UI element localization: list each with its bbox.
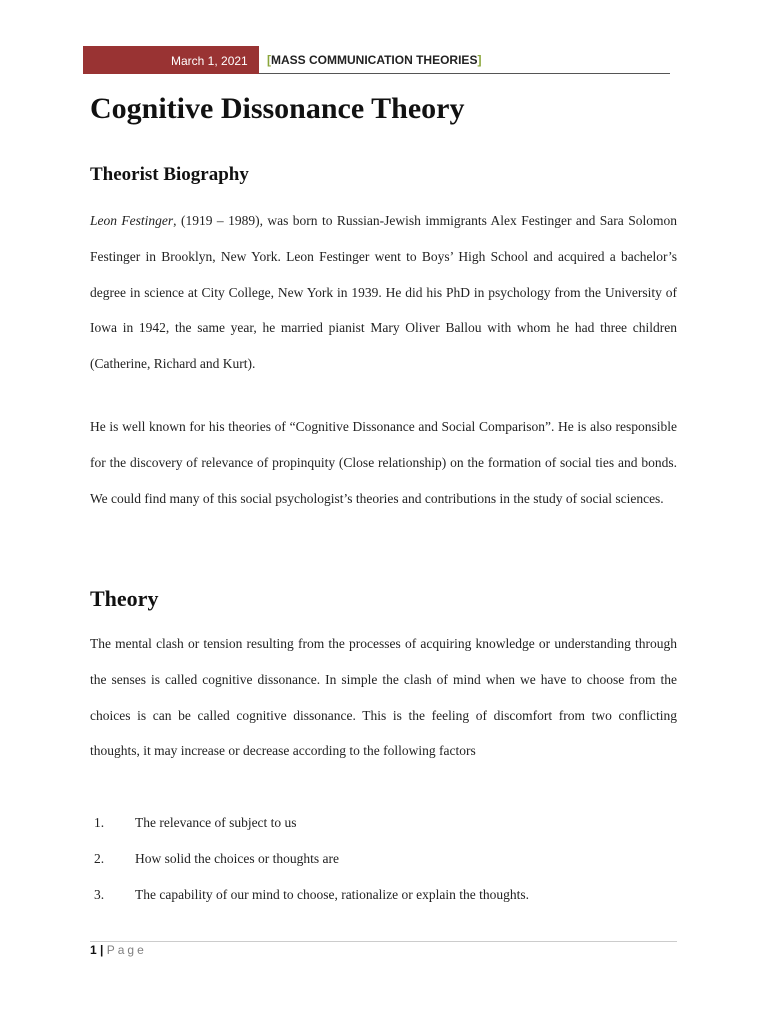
page-number: 1: [90, 943, 97, 957]
list-item-number: 3.: [94, 886, 105, 902]
page-label: Page: [106, 943, 147, 957]
list-item-text: The capability of our mind to choose, rationalize or explain the thoughts.: [135, 886, 530, 902]
footer-separator: |: [100, 943, 104, 957]
list-item-text: The relevance of subject to us: [135, 815, 297, 830]
header-bracket-open: [: [267, 53, 271, 67]
header-title: [267, 53, 481, 67]
header-rule: [259, 73, 670, 74]
footer-rule: [90, 941, 677, 942]
header-title-text: MASS COMMUNICATION THEORIES: [271, 53, 478, 67]
page-footer: [90, 943, 147, 957]
list-item: [90, 805, 677, 841]
factors-list: [90, 805, 677, 912]
bio-paragraph-1: [90, 203, 677, 382]
list-item-number: 1.: [94, 815, 105, 830]
bio-heading: Theorist Biography: [90, 164, 249, 185]
document-title: Cognitive Dissonance Theory: [90, 92, 465, 125]
list-item: [90, 877, 677, 913]
bio-paragraph-1-text: , (1919 – 1989), was born to Russian-Jewish immigrants Alex Festinger and Sara Solomon Festinger in Brooklyn, New York. Leon Festinger went to Boys’ High School and acquired a bachelor’s degree in science at City College, New York in 1939. He did his PhD in psychology from the University of Iowa in 1942, the same year, he married pianist Mary Oliver Ballou with whom he had three children (Catherine, Richard and Kurt).: [90, 213, 677, 371]
list-item: [90, 841, 677, 877]
header-date: March 1, 2021: [171, 54, 248, 68]
theory-paragraph: The mental clash or tension resulting from the processes of acquiring knowledge or understanding through the senses is called cognitive dissonance. In simple the clash of mind when we have to choose from the choices is can be called cognitive dissonance. This is the feeling of discomfort from two conflicting thoughts, it may increase or decrease according to the following factors: [90, 636, 677, 759]
bio-paragraph-2: He is well known for his theories of “Cognitive Dissonance and Social Comparison”. He is also responsible for the discovery of relevance of propinquity (Close relationship) on the formation of social ties and bonds. We could find many of this social psychologist’s theories and contributions in the study of social sciences.: [90, 419, 677, 506]
bio-name: Leon Festinger: [90, 213, 174, 228]
header-bracket-close: ]: [477, 53, 482, 67]
list-item-text: How solid the choices or thoughts are: [135, 850, 339, 866]
theory-heading: Theory: [90, 586, 159, 611]
list-item-number: 2.: [94, 850, 105, 866]
